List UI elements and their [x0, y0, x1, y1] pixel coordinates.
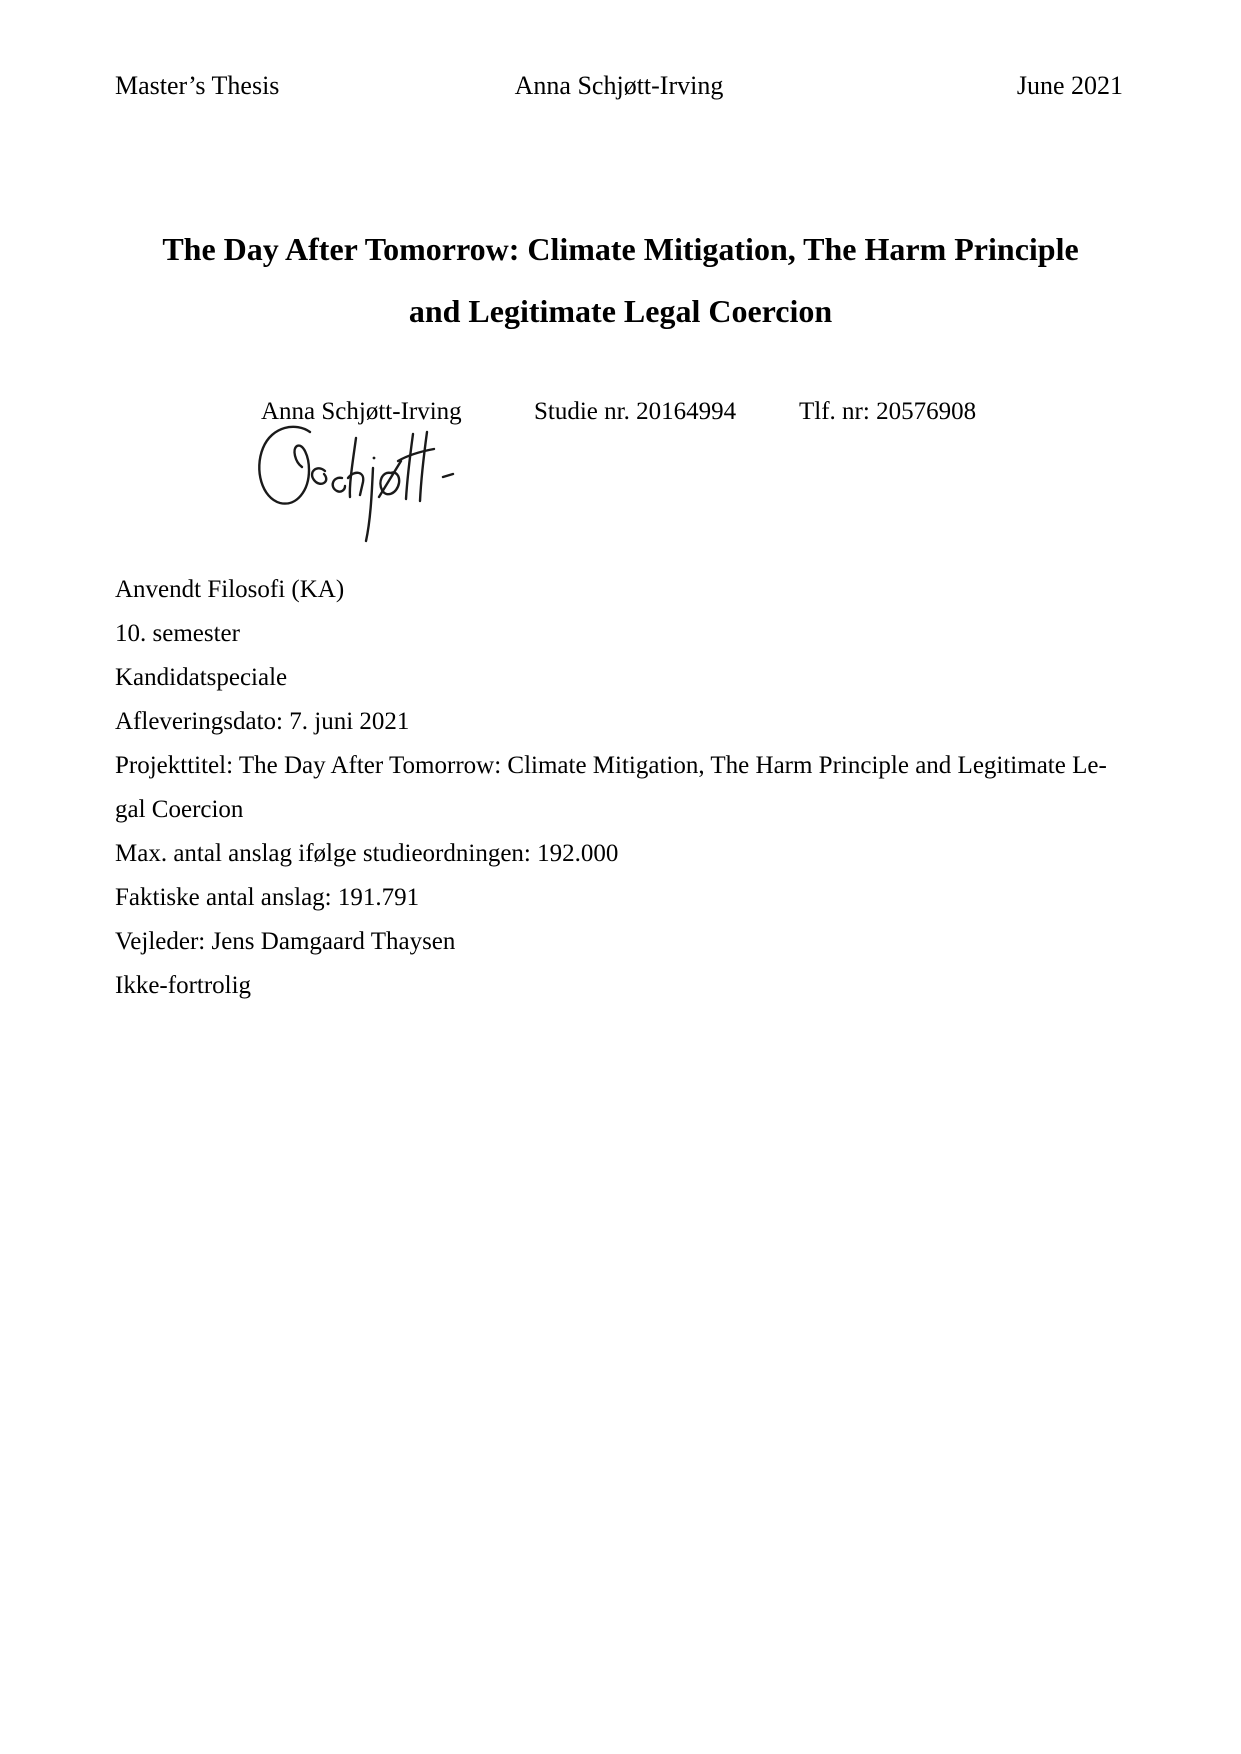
student-number: Studie nr. 20164994: [534, 398, 737, 425]
page-header: [115, 70, 1123, 104]
handwritten-signature-icon: [252, 420, 457, 545]
detail-supervisor: Vejleder: Jens Damgaard Thaysen: [115, 928, 456, 955]
detail-type: Kandidatspeciale: [115, 664, 288, 691]
header-document-type: Master’s Thesis: [115, 71, 280, 100]
thesis-title-line-2: and Legitimate Legal Coercion: [408, 293, 833, 329]
phone-number: Tlf. nr: 20576908: [799, 398, 977, 425]
detail-submission-date: Afleveringsdato: 7. juni 2021: [115, 708, 410, 735]
header-author-name: Anna Schjøtt-Irving: [514, 71, 724, 100]
thesis-details: [115, 568, 1145, 1008]
detail-semester: 10. semester: [115, 620, 240, 647]
thesis-title-line-1: The Day After Tomorrow: Climate Mitigation, The Harm Principle: [162, 231, 1079, 267]
detail-confidentiality: Ikke-fortrolig: [115, 972, 252, 999]
author-name: Anna Schjøtt-Irving: [261, 398, 462, 425]
header-date: June 2021: [1016, 71, 1123, 100]
detail-project-title-2: gal Coercion: [115, 796, 244, 823]
thesis-title: [0, 218, 1241, 342]
detail-actual-characters: Faktiske antal anslag: 191.791: [115, 884, 420, 911]
detail-project-title-1: Projekttitel: The Day After Tomorrow: Climate Mitigation, The Harm Principle and Legitimate Le-: [115, 752, 1107, 779]
detail-max-characters: Max. antal anslag ifølge studieordningen: 192.000: [115, 840, 619, 867]
detail-program: Anvendt Filosofi (KA): [115, 576, 345, 603]
